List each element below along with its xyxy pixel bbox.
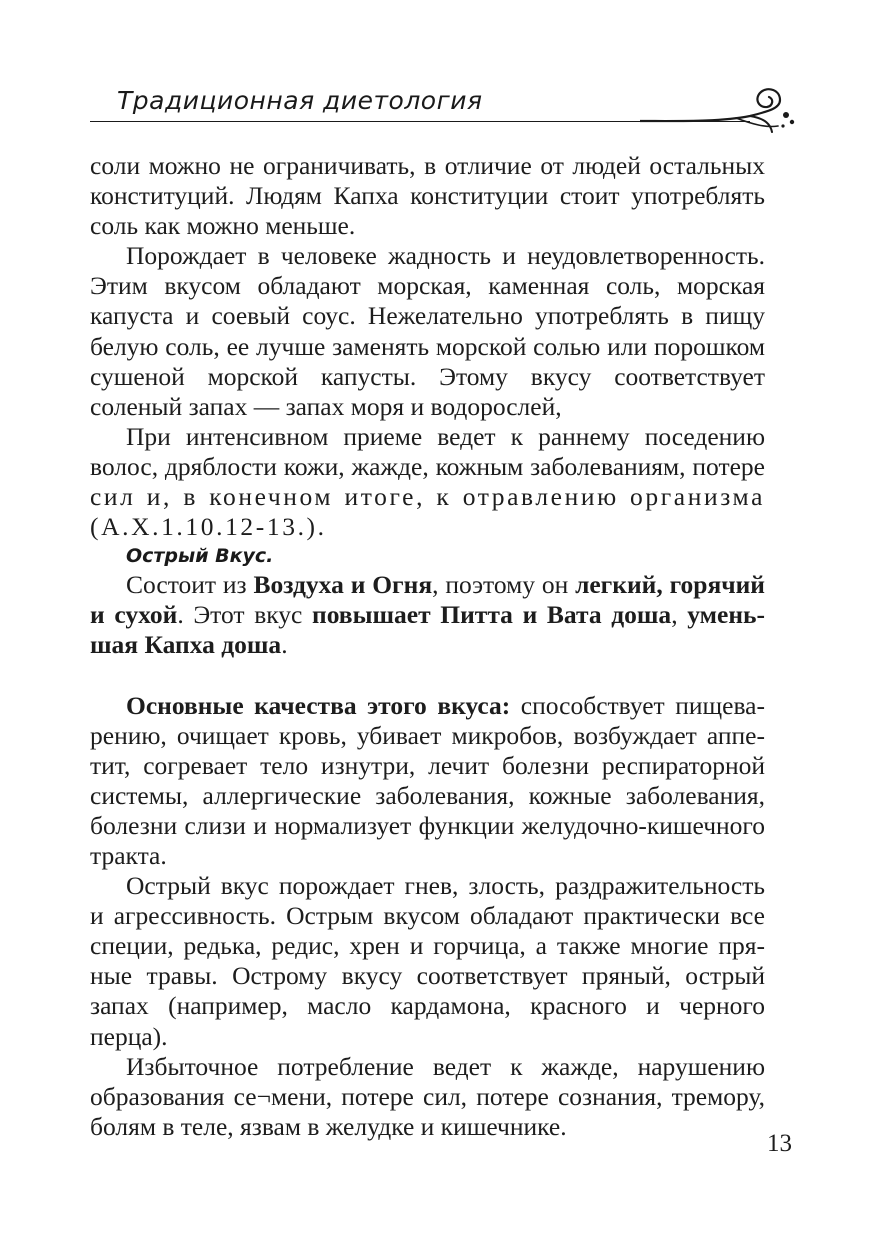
paragraph: Порождает в человеке жадность и неудовлетворенность. Этим вкусом обладают морская, каменная соль, морская капуста и соевый соус. Нежелательно употреблять в пищу белую соль, ее лучше заменять морской солью или порошком сушеной морской капусты. Этому вкусу соответствует соленый запах — запах моря и водорослей,	[90, 241, 765, 421]
bold-run: Воздуха и Огня	[253, 570, 433, 600]
paragraph: соли можно не ограничивать, в отличие от людей остальных конституций. Людям Капха конституции стоит употреблять соль как можно меньше.	[90, 151, 765, 241]
paragraph: Острый вкус порождает гнев, злость, раздражительность и агрессивность. Острым вкусом обладают практически все специи, редька, редис, хрен и горчица, а также многие пряные травы. Острому вкусу соответствует пряный, острый запах (например, масло кардамона, красного и черного перца).	[90, 871, 765, 1051]
text-run: Состоит из	[126, 570, 254, 600]
paragraph	[90, 691, 765, 872]
text-run: способствует пищеварению, очищает кровь, убивает микробов, возбуждает аппетит, согревает тело изнутри, лечит болезни респираторной системы, аллергические заболевания, кожные заболевания, болезни слизи и нормализует функции желудочно-кишечного тракта.	[90, 690, 766, 870]
paragraph	[90, 570, 765, 660]
bold-run: уменьшая Капха доша	[90, 600, 765, 660]
paragraph-text-spaced: сил и, в конечном итоге, к отравлению организма (А.Х.1.10.12-13.).	[90, 482, 765, 542]
bold-run: Основные качества этого вкуса:	[126, 690, 511, 720]
section-heading: Острый Вкус.	[126, 545, 274, 568]
bold-run: легкий, горячий и сухой	[90, 570, 766, 630]
page-number: 13	[767, 1130, 792, 1157]
bold-run: повышает Питта и Вата доша	[312, 600, 672, 630]
text-run: ,	[671, 600, 688, 630]
paragraph-text: При интенсивном приеме ведет к раннему поседению волос, дряблости кожи, жажде, кожным заболеваниям, потере	[90, 421, 765, 481]
main-text	[90, 151, 765, 1142]
paragraph: Избыточное потребление ведет к жажде, нарушению образования се¬мени, потере сил, потере сознания, тремору, болям в теле, язвам в желудке и кишечнике.	[90, 1051, 765, 1141]
text-run: , поэтому он	[432, 570, 576, 600]
text-run: .	[281, 630, 288, 660]
text-run: . Этот вкус	[177, 600, 312, 630]
swirl-ornament-icon	[640, 78, 800, 138]
paragraph	[90, 422, 765, 542]
running-title: Традиционная диетология	[117, 86, 483, 115]
